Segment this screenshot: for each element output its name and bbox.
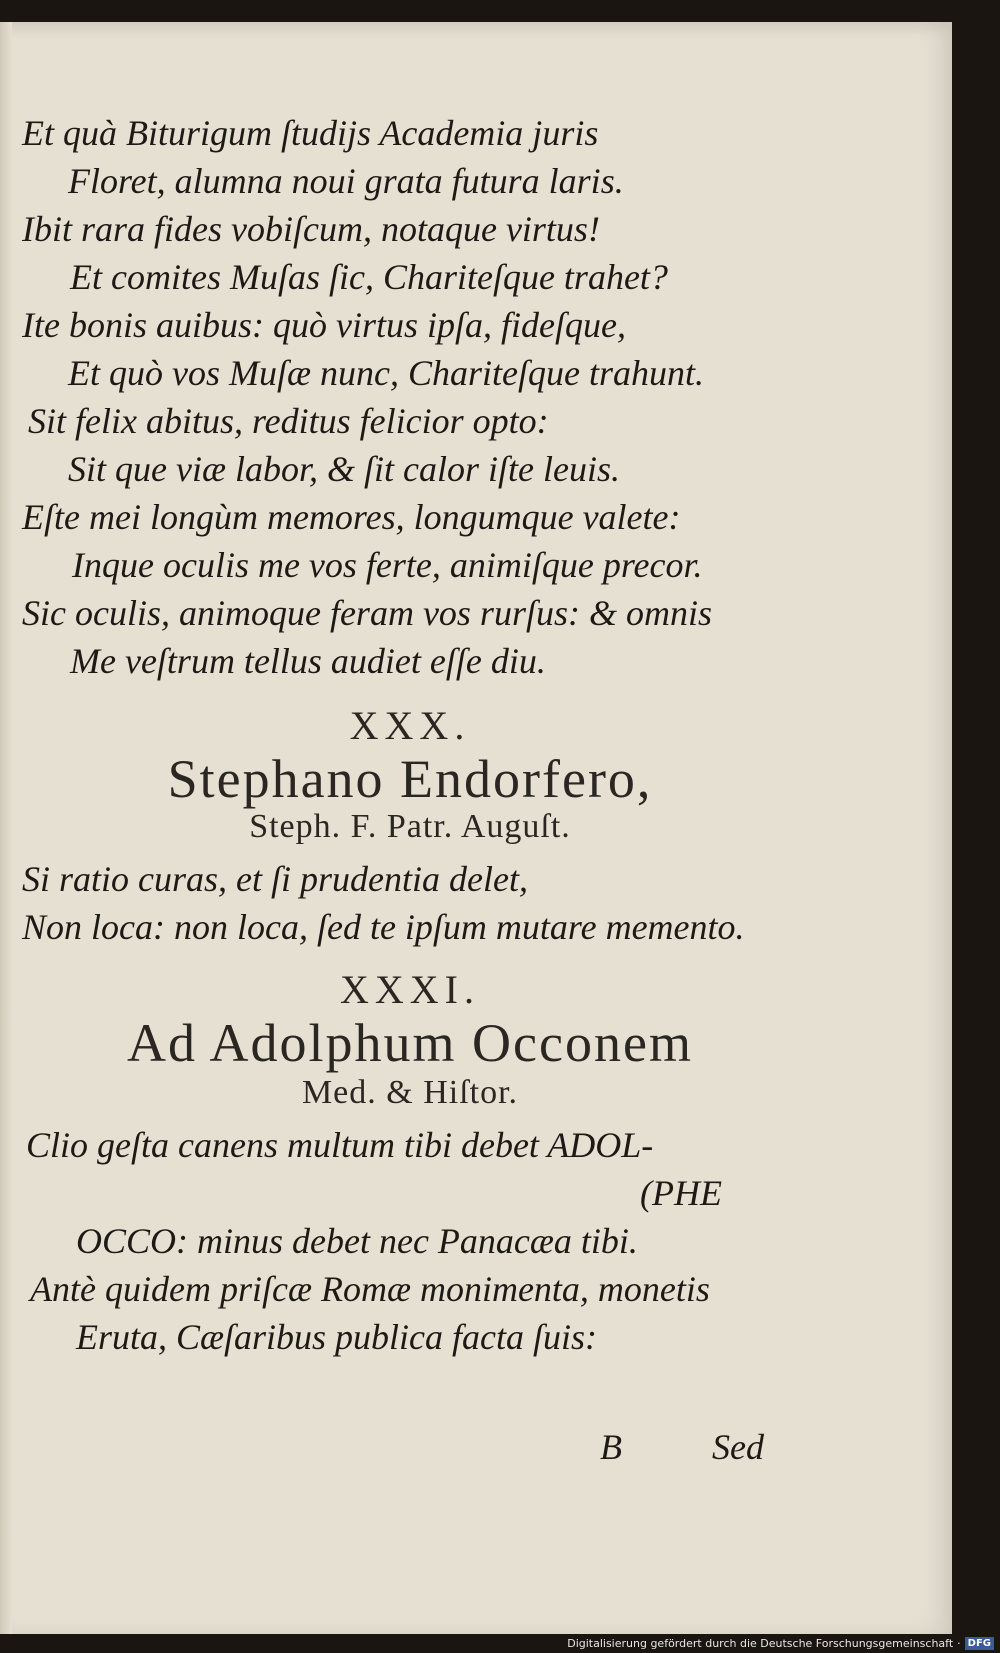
footer-text: Digitalisierung gefördert durch die Deutsche Forschungsgemeinschaft: [567, 1636, 954, 1650]
poem-line: Inque oculis me vos ferte, animiſque precor.: [72, 545, 703, 585]
poem-line: Eſte mei longùm memores, longumque valete:: [22, 497, 681, 537]
section-number: XXXI.: [340, 967, 480, 1012]
epigram-line: (PHE: [640, 1173, 722, 1213]
poem-line: Floret, alumna noui grata futura laris.: [68, 161, 624, 201]
section-title: Stephano Endorfero,: [167, 749, 653, 809]
poem-line: Sic oculis, animoque feram vos rurſus: & omnis: [22, 593, 712, 633]
section-number: XXX.: [349, 703, 471, 748]
section-title: Ad Adolphum Occonem: [127, 1013, 693, 1073]
section-subtitle: Med. & Hiſtor.: [301, 1074, 519, 1111]
section-subtitle: Steph. F. Patr. Auguſt.: [249, 808, 571, 845]
epigram-line: Eruta, Cæſaribus publica facta ſuis:: [76, 1317, 598, 1357]
epigram-line: Antè quidem priſcæ Romæ monimenta, monetis: [30, 1269, 710, 1309]
epigram-line: OCCO: minus debet nec Panacæa tibi.: [76, 1221, 638, 1261]
poem-line: Et quò vos Muſæ nunc, Chariteſque trahunt.: [68, 353, 704, 393]
signature-mark: B: [600, 1427, 622, 1467]
poem-line: Sit que viæ labor, & ſit calor iſte leuis.: [68, 449, 620, 489]
poem-line: Me veſtrum tellus audiet eſſe diu.: [70, 641, 546, 681]
poem-line: Et quà Biturigum ſtudijs Academia juris: [22, 113, 599, 153]
epigram-line: Clio geſta canens multum tibi debet ADOL-: [26, 1125, 654, 1165]
poem-line: Et comites Muſas ſic, Chariteſque trahet?: [70, 257, 668, 297]
dfg-logo: DFG: [965, 1637, 994, 1650]
epigram-line: Si ratio curas, et ſi prudentia delet,: [22, 859, 528, 899]
poem-line: Sit felix abitus, reditus felicior opto:: [28, 401, 549, 441]
poem-line: Ibit rara fides vobiſcum, notaque virtus!: [22, 209, 600, 249]
poem-line: Ite bonis auibus: quò virtus ipſa, fideſque,: [22, 305, 626, 345]
footer-credit: Digitalisierung gefördert durch die Deutsche Forschungsgemeinschaft · DFG: [567, 1635, 994, 1651]
epigram-line: Non loca: non loca, ſed te ipſum mutare memento.: [22, 907, 745, 947]
catchword: Sed: [712, 1427, 764, 1467]
